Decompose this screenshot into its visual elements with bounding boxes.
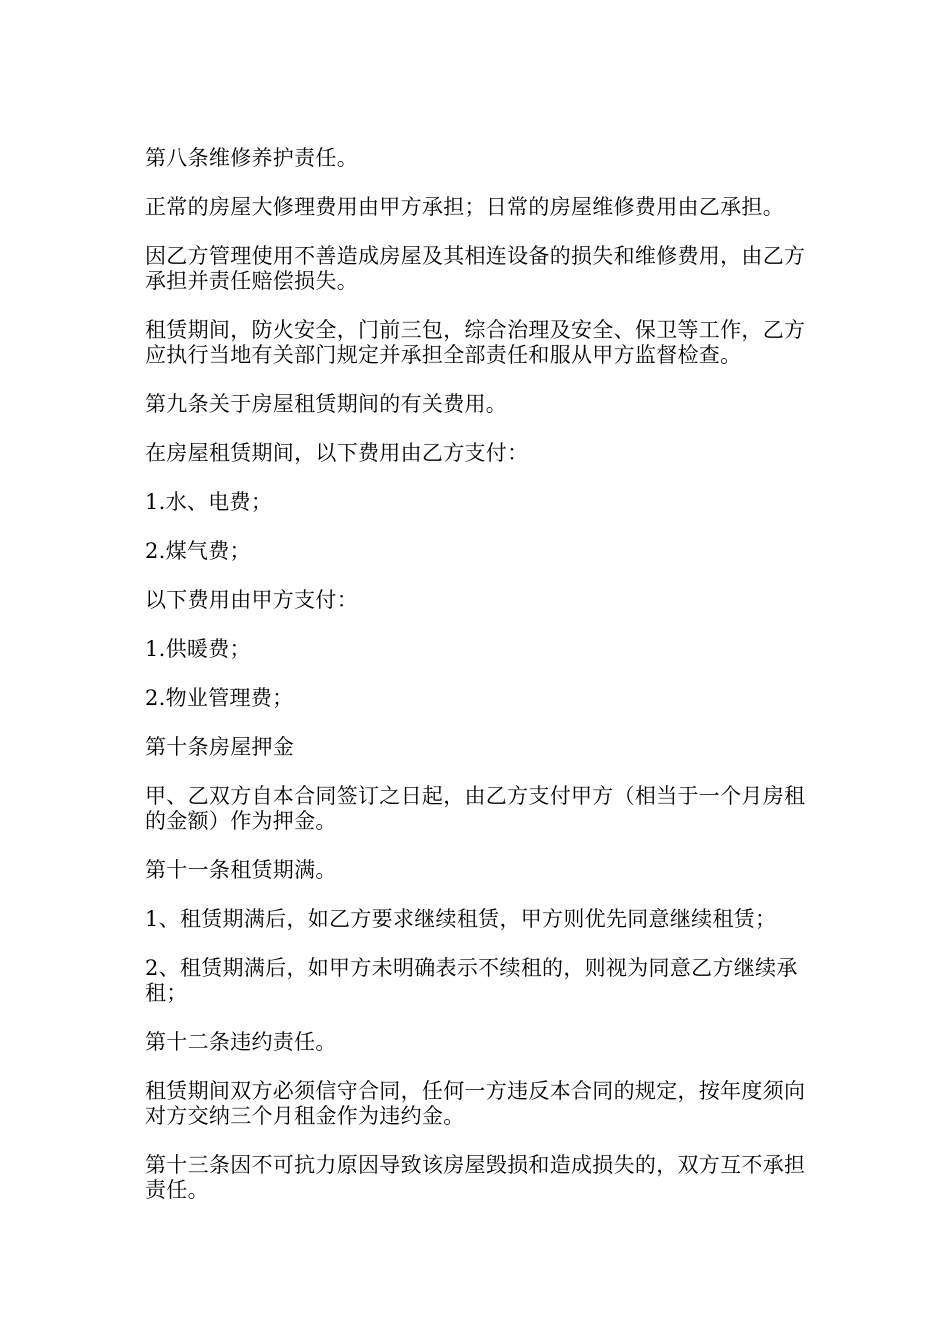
article-8-heading: 第八条维修养护责任。 [145, 146, 358, 170]
document-page [145, 146, 815, 1227]
article-12-heading: 第十二条违约责任。 [145, 1030, 337, 1054]
list-item-heating: 1.供暖费； [145, 637, 251, 661]
paragraph-repair-costs: 正常的房屋大修理费用由甲方承担；日常的房屋维修费用由乙承担。 [145, 195, 784, 219]
paragraph-landlord-fees-intro: 以下费用由甲方支付： [145, 588, 358, 612]
article-13-force-majeure: 第十三条因不可抗力原因导致该房屋毁损和造成损失的，双方互不承担责任。 [145, 1153, 806, 1202]
list-item-property-management: 2.物业管理费； [145, 686, 294, 710]
article-10-heading: 第十条房屋押金 [145, 735, 295, 759]
paragraph-tenant-fees-intro: 在房屋租赁期间，以下费用由乙方支付： [145, 441, 529, 465]
paragraph-safety-duties: 租赁期间，防火安全，门前三包，综合治理及安全、保卫等工作，乙方应执行当地有关部门规定并承担全部责任和服从甲方监督检查。 [145, 318, 806, 367]
paragraph-deposit: 甲、乙双方自本合同签订之日起，由乙方支付甲方（相当于一个月房租的金额）作为押金。 [145, 784, 806, 833]
list-item-water-electricity: 1.水、电费； [145, 490, 273, 514]
paragraph-breach-penalty: 租赁期间双方必须信守合同，任何一方违反本合同的规定，按年度须向对方交纳三个月租金作为违约金。 [145, 1079, 806, 1128]
article-11-heading: 第十一条租赁期满。 [145, 858, 337, 882]
paragraph-damage-liability: 因乙方管理使用不善造成房屋及其相连设备的损失和维修费用，由乙方承担并责任赔偿损失。 [145, 244, 806, 293]
list-item-implied-renewal: 2、租赁期满后，如甲方未明确表示不续租的，则视为同意乙方继续承租； [145, 956, 798, 1005]
list-item-gas: 2.煤气费； [145, 539, 251, 563]
list-item-renewal-priority: 1、租赁期满后，如乙方要求继续租赁，甲方则优先同意继续租赁； [145, 907, 777, 931]
article-9-heading: 第九条关于房屋租赁期间的有关费用。 [145, 392, 508, 416]
